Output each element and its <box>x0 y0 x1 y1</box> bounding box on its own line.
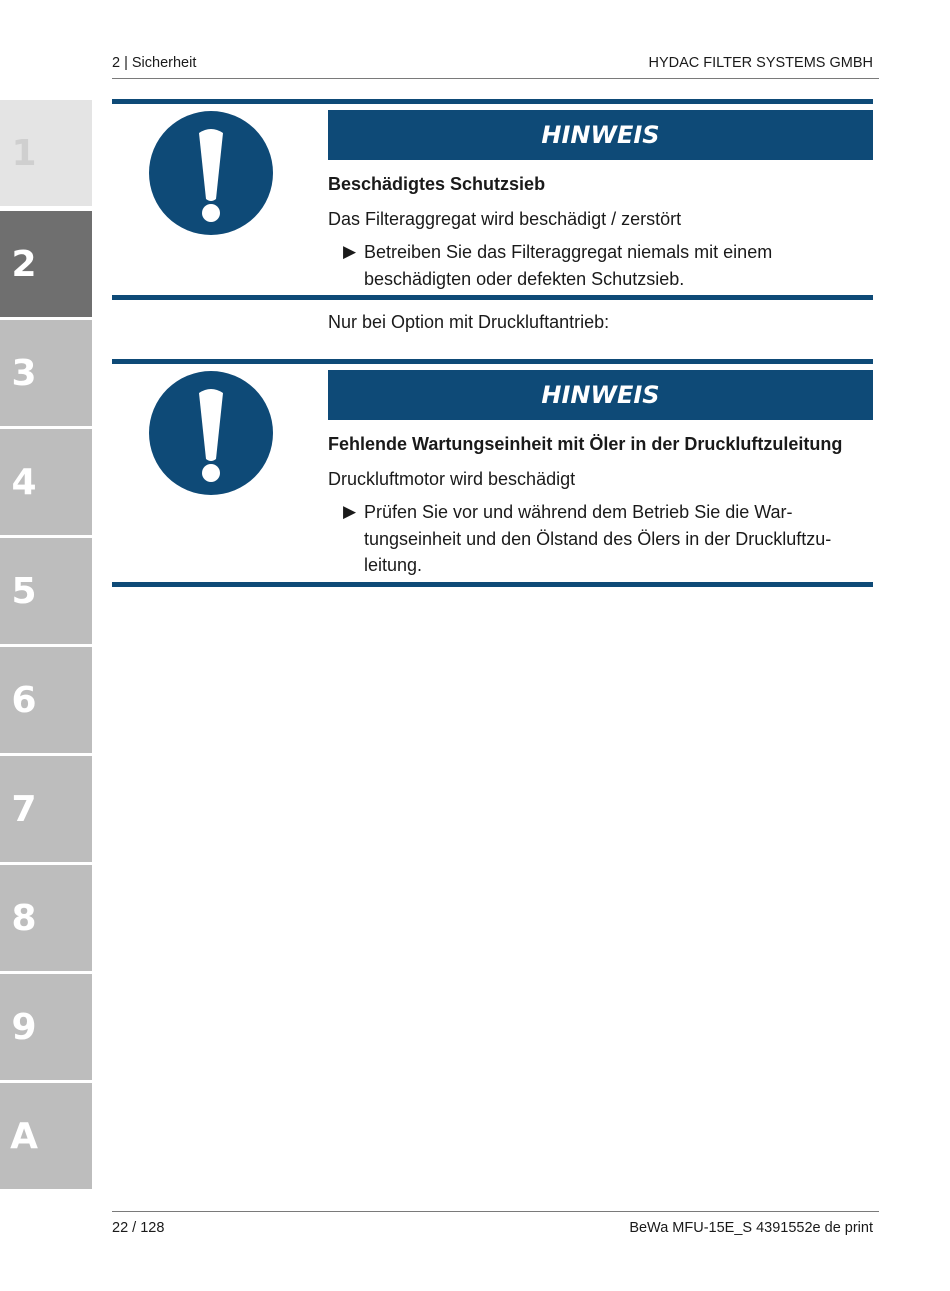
page-footer <box>112 1211 879 1242</box>
notice-action <box>343 239 873 292</box>
notice-action <box>343 499 873 579</box>
chapter-tab-7[interactable]: 7 <box>0 756 92 862</box>
chapter-tab-2[interactable]: 2 <box>0 211 92 317</box>
notice-title: Fehlende Wartungseinheit mit Öler in der Druckluftzuleitung <box>328 434 843 454</box>
chapter-tab-3[interactable]: 3 <box>0 320 92 426</box>
page-number: 22 / 128 <box>112 1220 165 1236</box>
action-line: leitung. <box>364 555 423 575</box>
bullet-arrow-icon: ▶ <box>343 502 357 521</box>
notice-title: Beschädigtes Schutzsieb <box>328 174 546 194</box>
action-line: Betreiben Sie das Filteraggregat niemals mit einem <box>364 242 773 262</box>
action-line: tungseinheit und den Ölstand des Ölers in der Druckluftzu- <box>364 528 832 549</box>
chapter-tab-a[interactable]: A <box>0 1083 92 1189</box>
document-id: BeWa MFU-15E_S 4391552e de print <box>629 1220 873 1236</box>
chapter-tab-5[interactable]: 5 <box>0 538 92 644</box>
chapter-tab-8[interactable]: 8 <box>0 865 92 971</box>
chapter-tab-9[interactable]: 9 <box>0 974 92 1080</box>
action-line: Prüfen Sie vor und während dem Betrieb Sie die War- <box>364 502 793 522</box>
section-title: 2 | Sicherheit <box>112 55 197 71</box>
option-note: Nur bei Option mit Druckluftantrieb: <box>328 312 610 332</box>
notice-banner: HINWEIS <box>328 370 873 420</box>
exclamation-icon <box>149 111 273 235</box>
exclamation-icon <box>149 371 273 495</box>
notice-consequence: Das Filteraggregat wird beschädigt / zerstört <box>328 209 682 229</box>
notice-banner: HINWEIS <box>328 110 873 160</box>
chapter-tab-1[interactable]: 1 <box>0 100 92 206</box>
notice-missing-maintenance-unit <box>112 359 873 587</box>
company-name: HYDAC FILTER SYSTEMS GMBH <box>648 55 873 71</box>
chapter-tab-4[interactable]: 4 <box>0 429 92 535</box>
bullet-arrow-icon: ▶ <box>343 242 357 261</box>
chapter-tab-6[interactable]: 6 <box>0 647 92 753</box>
notice-consequence: Druckluftmotor wird beschädigt <box>328 469 576 489</box>
action-line: beschädigten oder defekten Schutzsieb. <box>364 268 685 289</box>
notice-damaged-screen <box>112 99 873 300</box>
page-header <box>112 52 879 79</box>
